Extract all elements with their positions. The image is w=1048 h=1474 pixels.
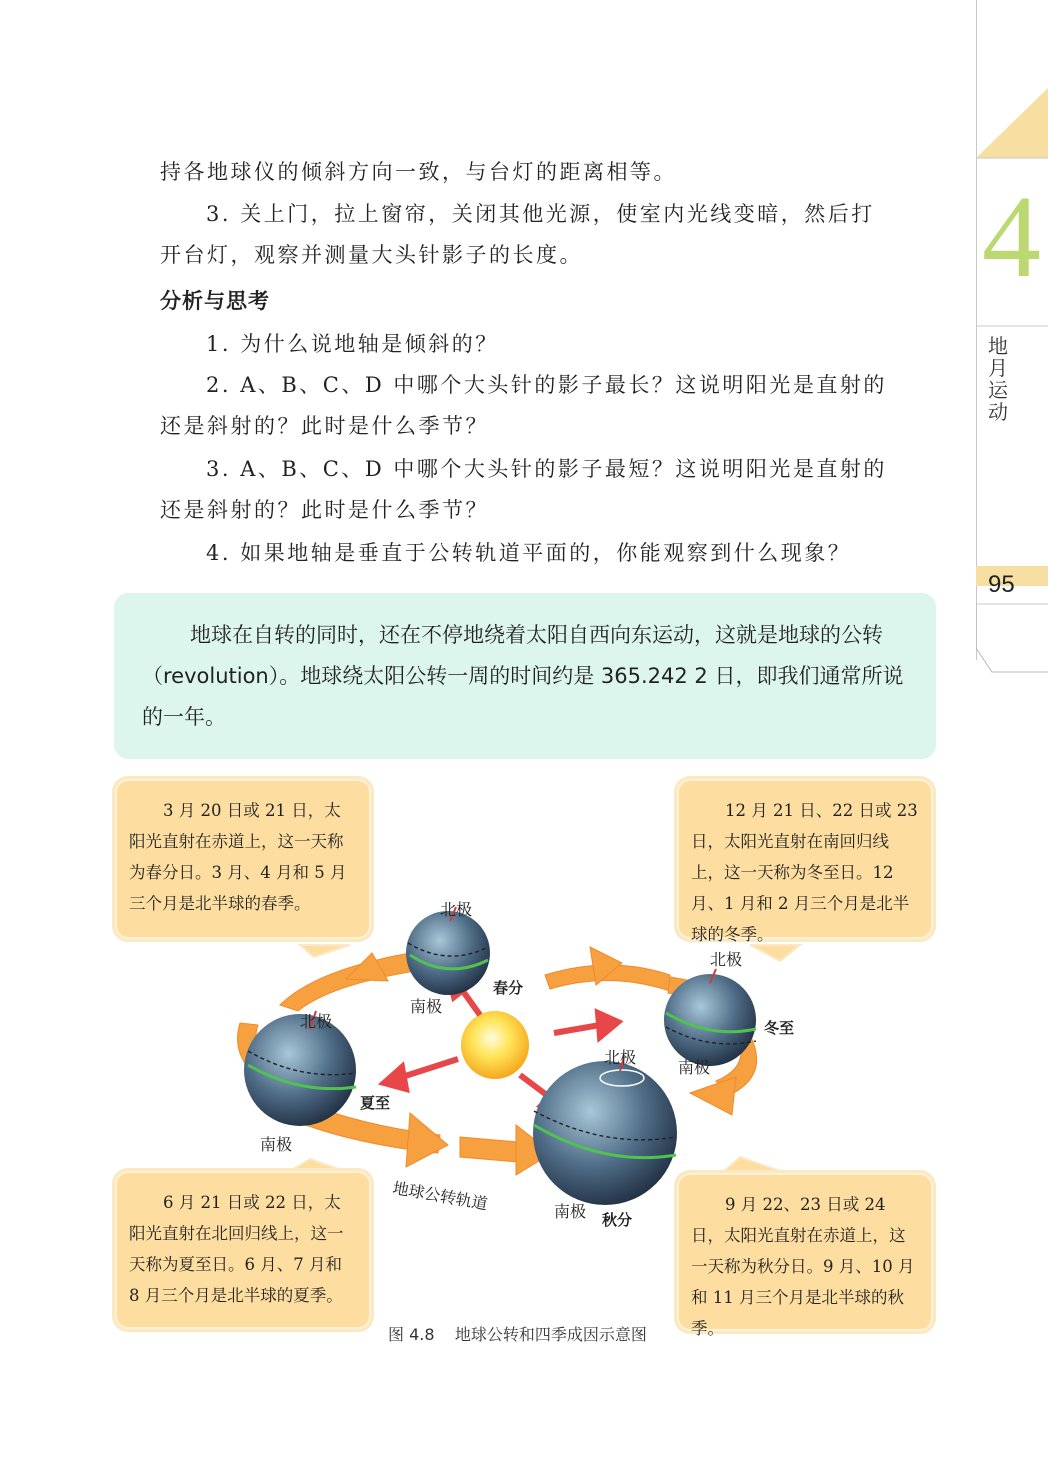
question-2-line-1: 2. A、B、C、D 中哪个大头针的影子最长？这说明阳光是直射的 [206,373,887,397]
label-winter-solstice: 冬至 [764,1019,795,1037]
orbit-arrow-head [690,1077,736,1115]
label-orbit: 地球公转轨道 [391,1178,490,1214]
figure-caption: 图 4.8 地球公转和四季成因示意图 [388,1325,647,1344]
callout-autumn [674,1170,936,1338]
label-north-spring: 北极 [440,900,473,919]
label-summer-solstice: 夏至 [360,1094,391,1112]
ray-to-winter [554,1025,600,1033]
ray-to-summer [402,1059,458,1077]
body-line-1: 持各地球仪的倾斜方向一致，与台灯的距离相等。 [160,160,677,184]
callout-summer [112,1168,374,1332]
step-3-line-2: 开台灯，观察并测量大头针影子的长度。 [160,243,583,267]
callout-autumn-text: 9 月 22、23 日或 24 日，太阳光直射在赤道上，这一天称为秋分日。9 月、10 月和 11 月三个月是北半球的秋季。 [691,1195,915,1338]
chapter-corner-triangle [976,88,1048,158]
summary-text: 地球在自转的同时，还在不停地绕着太阳自西向东运动，这就是地球的公转（revolution）。地球绕太阳公转一周的时间约是 365.242 2 日，即我们通常所说的一年。 [142,623,904,729]
label-south-spring: 南极 [410,997,443,1016]
callout-winter-text: 12 月 21 日、22 日或 23 日，太阳光直射在南回归线上，这一天称为冬至日。12 月、1 月和 2 月三个月是北半球的冬季。 [691,801,918,944]
callout-spring-text: 3 月 20 日或 21 日，太阳光直射在赤道上，这一天称为春分日。3 月、4 月和 5 月三个月是北半球的春季。 [129,801,347,913]
orbit-arrow-segment [280,953,415,1011]
chapter-title: 地月运动 [988,334,1008,424]
summary-box [114,593,936,759]
callout-winter [674,776,936,942]
page-number: 95 [988,571,1015,598]
question-1: 1. 为什么说地轴是倾斜的？ [206,332,499,356]
earth-spring [406,907,490,995]
label-north-summer: 北极 [300,1012,333,1031]
question-4: 4. 如果地轴是垂直于公转轨道平面的，你能观察到什么现象？ [206,541,852,565]
orbit-arrow-head [406,1113,448,1167]
label-south-autumn: 南极 [554,1202,587,1221]
ray-head [598,1013,618,1037]
label-spring-equinox: 春分 [493,979,524,997]
ray-head [384,1067,406,1089]
earth-globe [406,911,490,995]
label-south-summer: 南极 [260,1135,293,1154]
label-north-autumn: 北极 [604,1048,637,1067]
step-3-line-1: 3. 关上门，拉上窗帘，关闭其他光源，使室内光线变暗，然后打 [206,202,875,226]
question-3-line-2: 还是斜射的？此时是什么季节？ [160,498,489,522]
label-south-winter: 南极 [678,1058,711,1077]
callout-tail-spring [300,945,350,957]
question-3-line-1: 3. A、B、C、D 中哪个大头针的影子最短？这说明阳光是直射的 [206,457,887,481]
label-north-winter: 北极 [710,950,743,969]
section-heading: 分析与思考 [160,289,270,313]
earth-autumn [533,1057,677,1205]
label-autumn-equinox: 秋分 [602,1211,633,1229]
chapter-number: 4 [982,171,1041,302]
question-2-line-2: 还是斜射的？此时是什么季节？ [160,414,489,438]
sun [461,1011,529,1079]
callout-summer-text: 6 月 21 日或 22 日，太阳光直射在北回归线上，这一天称为夏至日。6 月、7 月和 8 月三个月是北半球的夏季。 [129,1193,344,1305]
callout-spring [112,776,374,942]
